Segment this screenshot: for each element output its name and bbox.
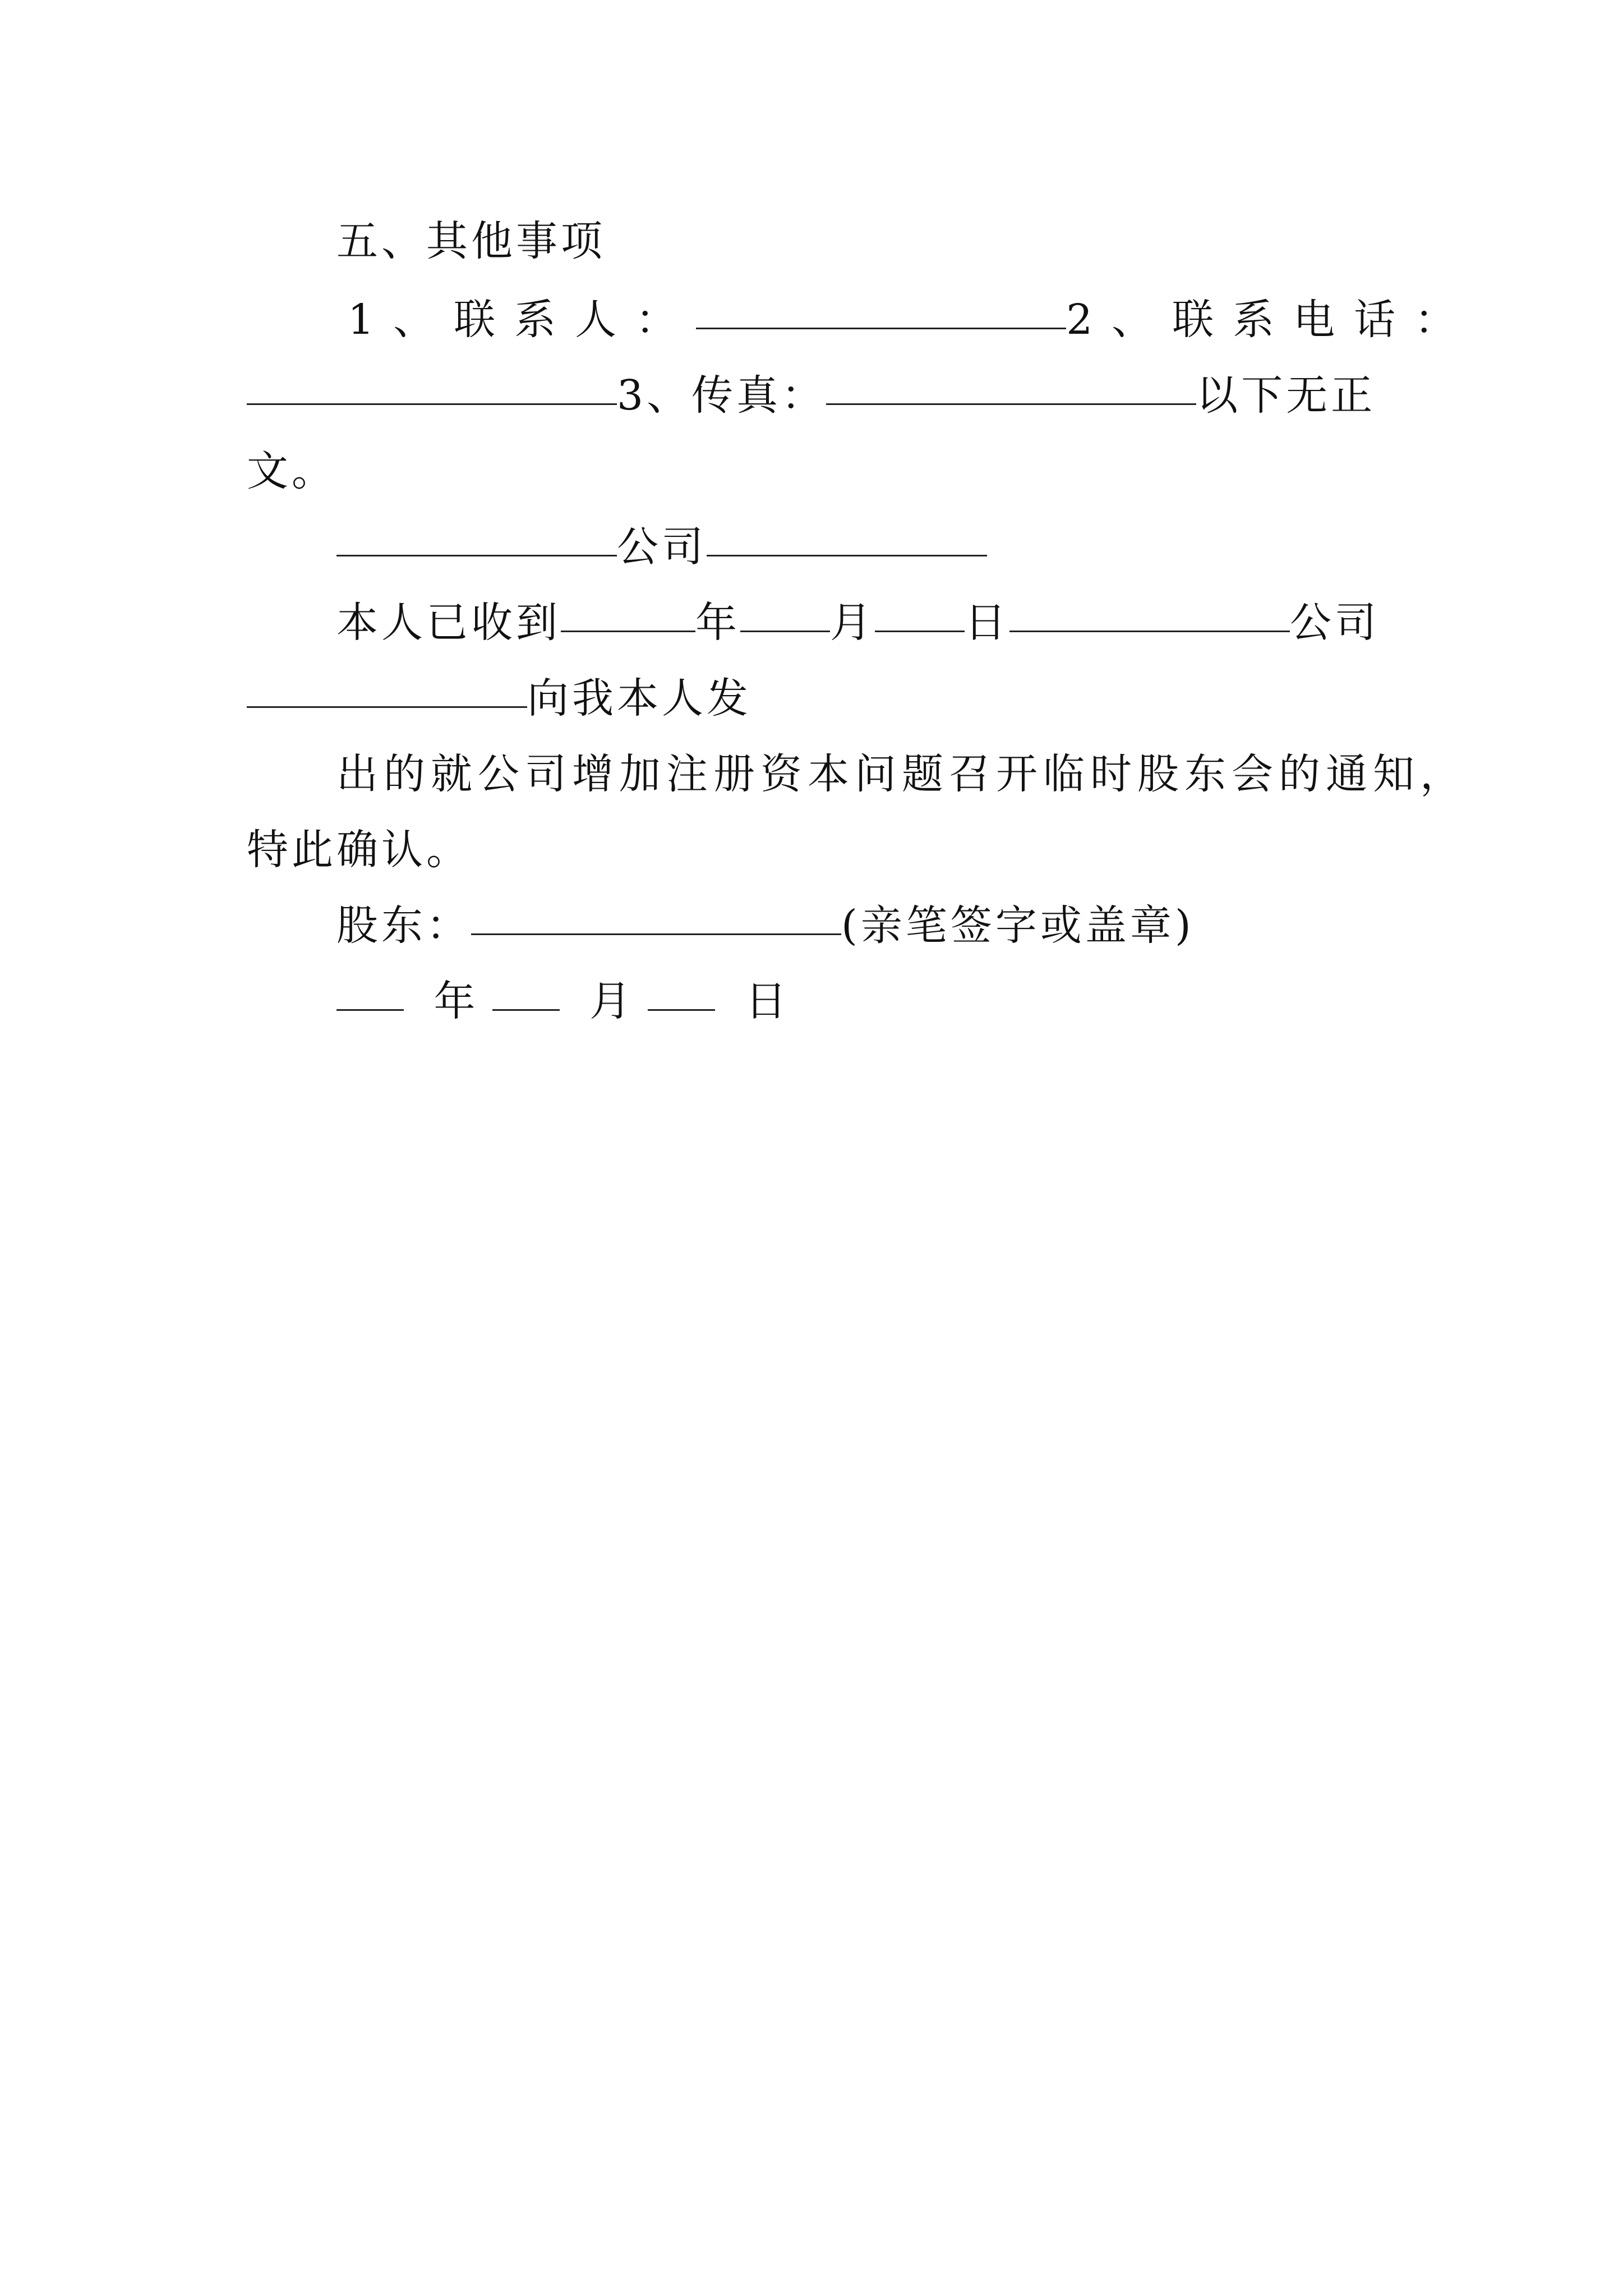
end-of-text-note-wrap: 文。 [247, 447, 336, 495]
receipt-body: 出的就公司增加注册资本问题召开临时股东会的通知， [336, 750, 1467, 798]
receipt-company-blank [1009, 591, 1290, 632]
date-day-label: 日 [745, 977, 787, 1025]
shareholder-signature-blank [471, 894, 841, 935]
receipt-prefix: 本人已收到 [336, 599, 561, 647]
section-title: 五、其他事项 [336, 217, 606, 265]
signature-note: (亲笔签字或盖章) [841, 901, 1195, 950]
receipt-confirm: 特此确认。 [247, 826, 471, 874]
company-label: 公司 [617, 523, 707, 571]
date-month-label: 月 [589, 977, 631, 1025]
contact-phone-label: 2、联系电话： [1066, 296, 1476, 344]
end-of-text-note: 以下无正 [1196, 371, 1376, 420]
receipt-line-1 [336, 595, 1380, 651]
company-name-blank [336, 516, 617, 556]
receipt-day-blank [875, 591, 965, 632]
date-month-blank [492, 970, 560, 1011]
contact-line-1 [348, 292, 1475, 348]
company-name-blank-2 [707, 516, 987, 556]
contact-line-2 [247, 367, 1376, 424]
contact-person-label: 1、联系人： [348, 296, 697, 344]
contact-line-3 [247, 443, 336, 499]
date-line [336, 973, 804, 1029]
date-year-label: 年 [434, 977, 476, 1025]
receipt-year-blank [561, 591, 695, 632]
contact-person-blank [696, 288, 1066, 329]
fax-label: 3、传真： [617, 371, 827, 420]
contact-phone-blank [247, 364, 617, 405]
receipt-month-label: 月 [830, 599, 875, 647]
receipt-company-label: 公司 [1290, 599, 1380, 647]
receipt-send-text: 向我本人发 [527, 674, 751, 723]
receipt-line-4 [247, 822, 471, 878]
date-year-blank [336, 970, 404, 1011]
company-line [336, 519, 987, 575]
signature-line [336, 898, 1195, 954]
receipt-line-3 [336, 746, 1467, 802]
fax-blank [826, 364, 1196, 405]
date-day-blank [648, 970, 715, 1011]
receipt-month-blank [740, 591, 830, 632]
shareholder-label: 股东： [336, 901, 471, 950]
receipt-day-label: 日 [965, 599, 1009, 647]
receipt-year-label: 年 [695, 599, 740, 647]
receipt-sender-blank [247, 667, 527, 708]
receipt-line-2 [247, 670, 751, 726]
